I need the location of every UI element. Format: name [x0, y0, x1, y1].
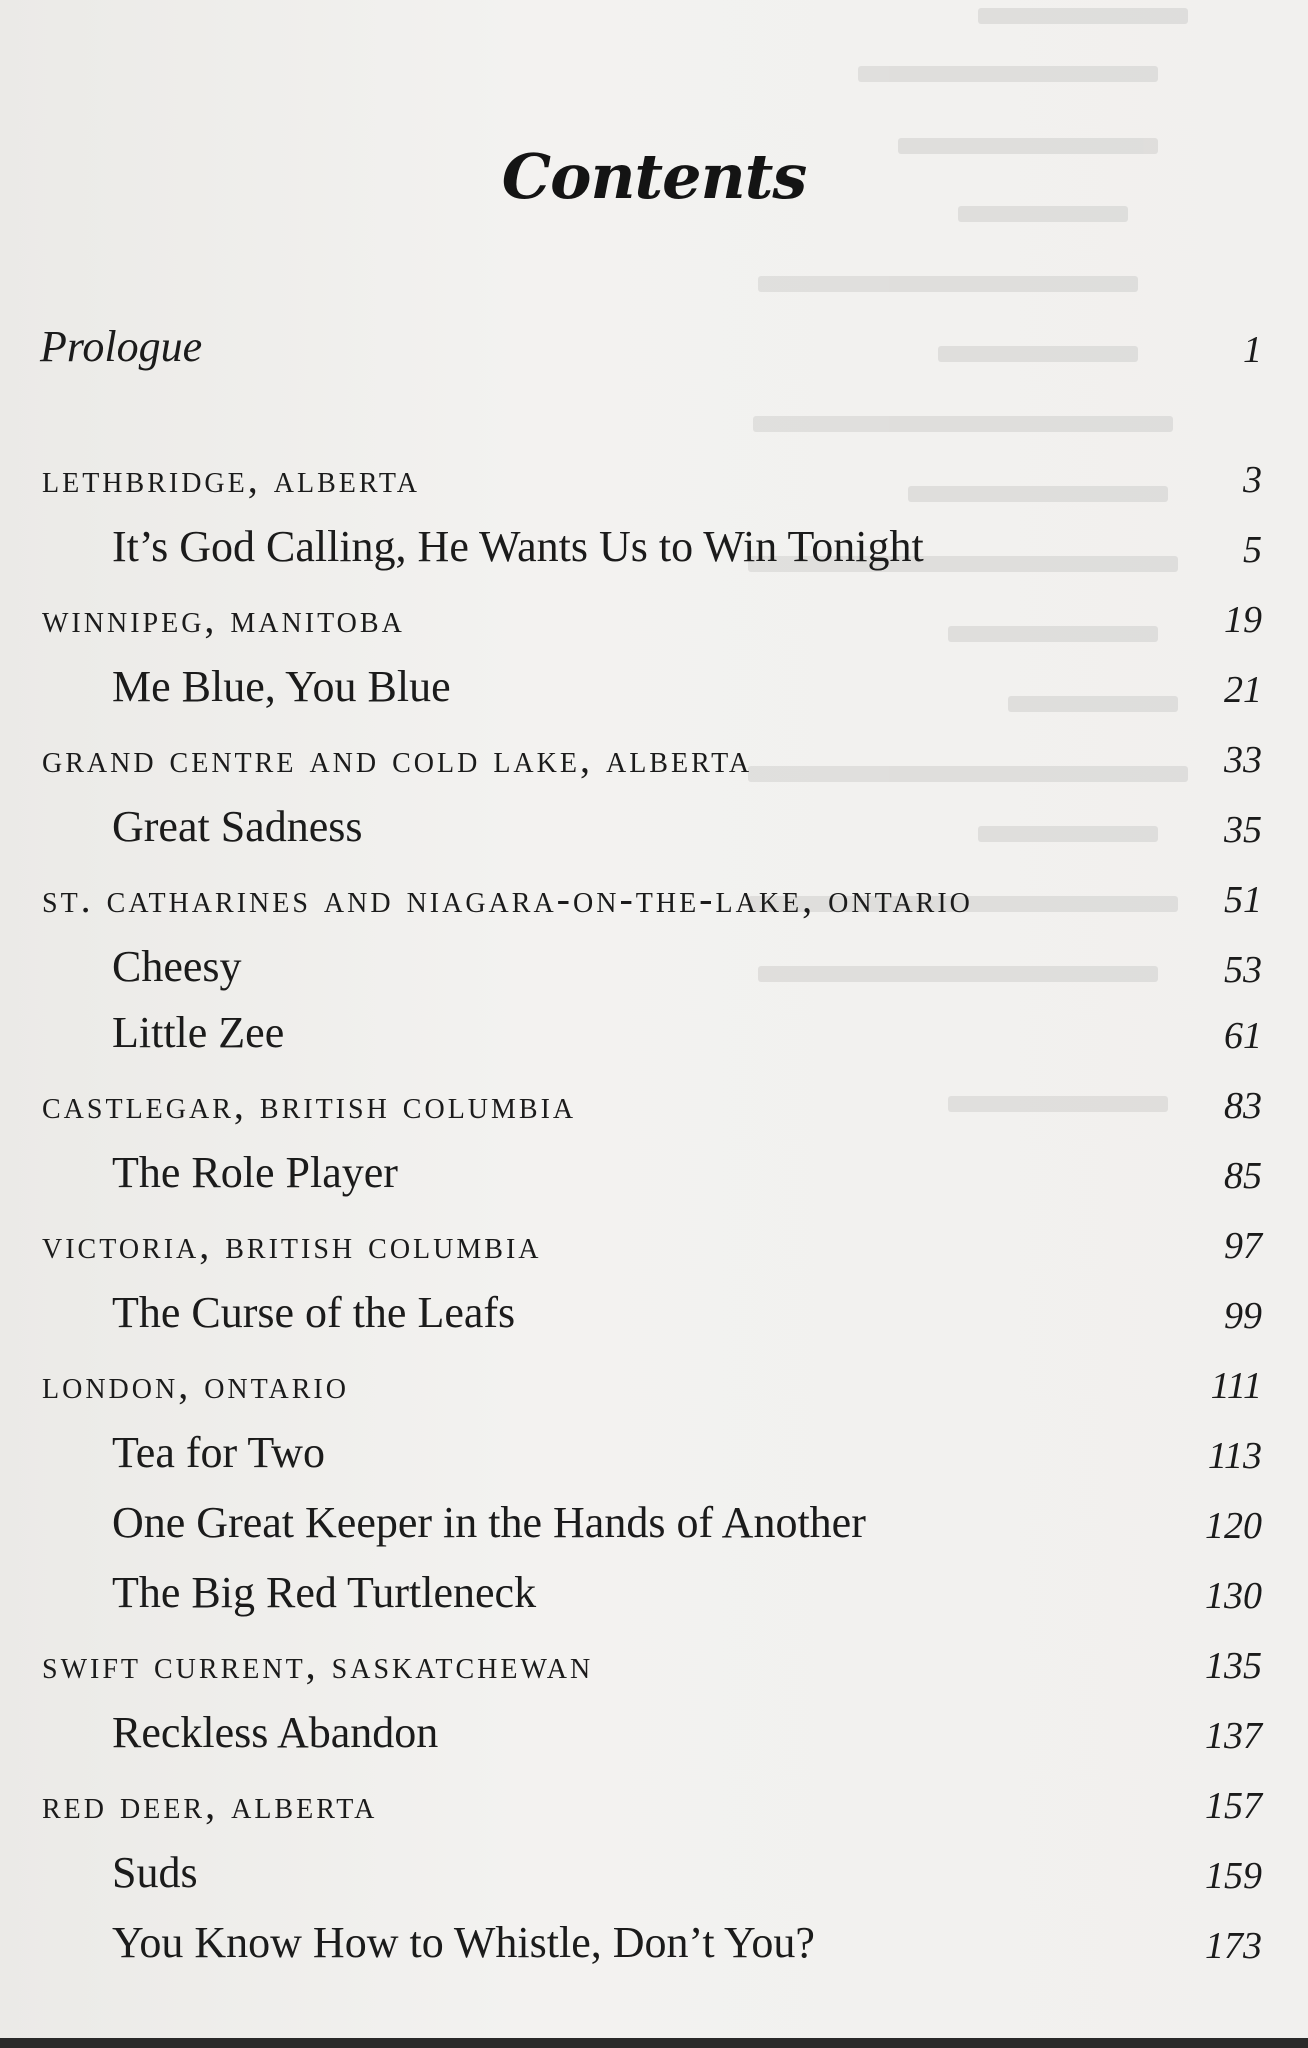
story-title: Suds	[112, 1848, 198, 1897]
toc-entry-story	[0, 998, 1308, 1058]
toc-entry-story	[0, 512, 1308, 572]
toc-entry-section	[0, 442, 1308, 502]
page-number: 51	[1224, 879, 1262, 921]
page-number: 61	[1224, 1015, 1262, 1057]
toc-entry-story	[0, 1278, 1308, 1338]
page-number: 111	[1210, 1365, 1262, 1407]
section-title: swift current, saskatchewan	[42, 1642, 594, 1687]
prologue-title: Prologue	[40, 322, 203, 371]
section-title: st. catharines and niagara-on-the-lake, ontario	[42, 876, 973, 921]
toc-entry-story	[0, 1558, 1308, 1618]
page-number: 120	[1205, 1505, 1262, 1547]
story-title: It’s God Calling, He Wants Us to Win Tonight	[112, 522, 924, 571]
section-title: london, ontario	[42, 1362, 349, 1407]
toc-entry-story	[0, 792, 1308, 852]
story-title: Great Sadness	[112, 802, 363, 851]
section-title: castlegar, british columbia	[42, 1082, 577, 1127]
toc-entry-section	[0, 862, 1308, 922]
toc-entry-section	[0, 1208, 1308, 1268]
page-number: 157	[1205, 1785, 1262, 1827]
page-number: 83	[1224, 1085, 1262, 1127]
section-title: red deer, alberta	[42, 1782, 378, 1827]
page-number: 173	[1205, 1925, 1262, 1967]
page-number: 35	[1224, 809, 1262, 851]
page-number: 113	[1207, 1435, 1262, 1477]
page-number: 3	[1243, 459, 1262, 501]
story-title: The Big Red Turtleneck	[112, 1568, 537, 1617]
page-number: 33	[1224, 739, 1262, 781]
page-number: 130	[1205, 1575, 1262, 1617]
toc-entry-story	[0, 1138, 1308, 1198]
toc-entry-section	[0, 582, 1308, 642]
toc-entry-story	[0, 1908, 1308, 1968]
section-title: victoria, british columbia	[42, 1222, 542, 1267]
toc-entry-story	[0, 652, 1308, 712]
page-number: 21	[1224, 669, 1262, 711]
story-title: Little Zee	[112, 1008, 285, 1057]
story-title: The Role Player	[112, 1148, 398, 1197]
section-title: grand centre and cold lake, alberta	[42, 736, 753, 781]
story-title: Tea for Two	[112, 1428, 325, 1477]
toc-entry-story	[0, 1698, 1308, 1758]
toc-entry-section	[0, 722, 1308, 782]
page-number: 99	[1224, 1295, 1262, 1337]
story-title: Cheesy	[112, 942, 242, 991]
page-number: 135	[1205, 1645, 1262, 1687]
section-title: winnipeg, manitoba	[42, 596, 405, 641]
story-title: The Curse of the Leafs	[112, 1288, 516, 1337]
page-number: 53	[1224, 949, 1262, 991]
page-number: 19	[1224, 599, 1262, 641]
page-number: 137	[1205, 1715, 1262, 1757]
story-title: One Great Keeper in the Hands of Another	[112, 1498, 866, 1547]
page-number: 85	[1224, 1155, 1262, 1197]
toc-entry-section	[0, 1348, 1308, 1408]
story-title: Reckless Abandon	[112, 1708, 439, 1757]
toc-entry-section	[0, 1628, 1308, 1688]
toc-entry-story	[0, 1488, 1308, 1548]
section-title: lethbridge, alberta	[42, 456, 420, 501]
page-number: 159	[1205, 1855, 1262, 1897]
story-title: You Know How to Whistle, Don’t You?	[112, 1918, 815, 1967]
toc-entry-story	[0, 932, 1308, 992]
toc-entry-story	[0, 1418, 1308, 1478]
page-number: 5	[1243, 529, 1262, 571]
page-title: Contents	[501, 140, 807, 213]
page-number: 97	[1224, 1225, 1262, 1267]
toc-entry-story	[0, 1838, 1308, 1898]
toc-entry-section	[0, 1068, 1308, 1128]
toc-entry-prologue	[0, 312, 1308, 372]
toc-entry-section	[0, 1768, 1308, 1828]
page-bottom-edge	[0, 2038, 1308, 2048]
page-number: 1	[1243, 329, 1262, 371]
story-title: Me Blue, You Blue	[112, 662, 451, 711]
